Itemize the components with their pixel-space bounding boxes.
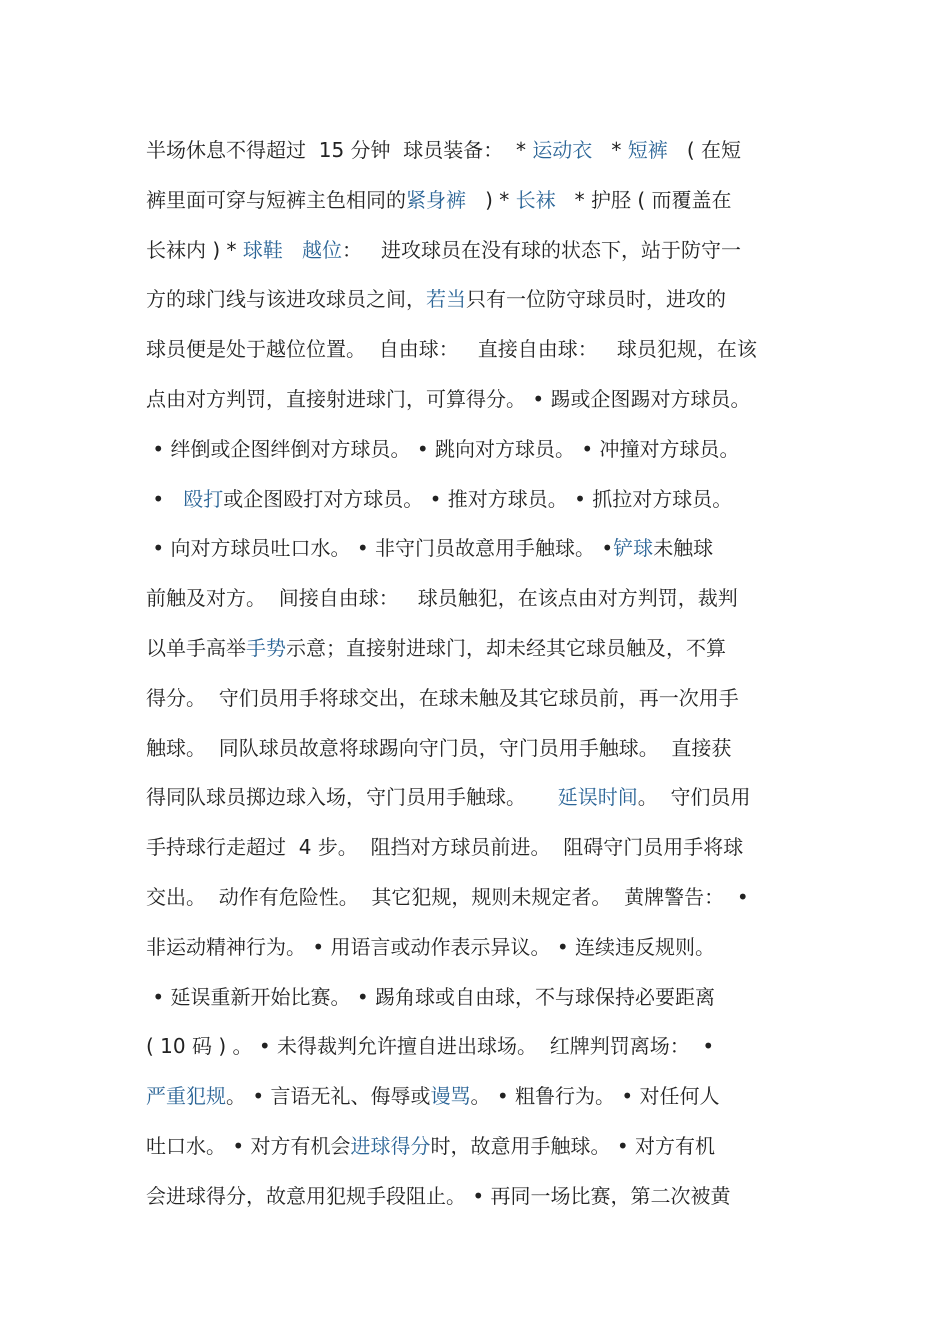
text-line bbox=[146, 184, 826, 216]
keyword-link[interactable]: 越位 bbox=[301, 238, 342, 262]
text-line bbox=[146, 981, 826, 1013]
text-line bbox=[146, 931, 826, 963]
text-run: ： 进攻球员在没有球的状态下，站于防守一 bbox=[341, 238, 742, 262]
text-run: • 延误重新开始比赛。 • 踢角球或自由球，不与球保持必要距离 bbox=[146, 985, 716, 1009]
keyword-link[interactable]: 若当 bbox=[426, 287, 466, 311]
keyword-link[interactable]: 严重犯规 bbox=[146, 1084, 226, 1108]
keyword-link[interactable]: 长袜 bbox=[515, 188, 556, 212]
text-run: ( 10 码 ) 。 • 未得裁判允许擅自进出球场。 红牌判罚离场： • bbox=[146, 1034, 715, 1058]
text-run: • 向对方球员吐口水。 • 非守门员故意用手触球。 • bbox=[146, 536, 614, 560]
text-line bbox=[146, 433, 826, 465]
text-line bbox=[146, 632, 826, 664]
text-run: 裤里面可穿与短裤主色相同的 bbox=[146, 188, 406, 212]
text-run: 。 • 粗鲁行为。 • 对任何人 bbox=[470, 1084, 720, 1108]
text-run: * 护胫 ( 而覆盖在 bbox=[555, 188, 732, 212]
text-run: 非运动精神行为。 • 用语言或动作表示异议。 • 连续违反规则。 bbox=[146, 935, 716, 959]
text-run: 会进球得分，故意用犯规手段阻止。 • 再同一场比赛，第二次被黄 bbox=[146, 1184, 731, 1208]
text-run: 未触球 bbox=[653, 536, 714, 560]
text-run: 方的球门线与该进攻球员之间， bbox=[146, 287, 426, 311]
text-line bbox=[146, 383, 826, 415]
text-run: 。 守们员用 bbox=[637, 785, 751, 809]
text-line bbox=[146, 483, 826, 515]
keyword-link[interactable]: 紧身裤 bbox=[406, 188, 466, 212]
text-run: 或企图殴打对方球员。 • 推对方球员。 • 抓拉对方球员。 bbox=[223, 487, 733, 511]
text-run: 点由对方判罚，直接射进球门，可算得分。 • 踢或企图踢对方球员。 bbox=[146, 387, 751, 411]
text-line bbox=[146, 1180, 826, 1212]
text-run: 长袜内 ) * bbox=[146, 238, 243, 262]
text-run: 半场休息不得超过 15 分钟 球员装备： * bbox=[146, 138, 533, 162]
text-line bbox=[146, 781, 826, 813]
text-line bbox=[146, 532, 826, 564]
text-run: 示意；直接射进球门，却未经其它球员触及，不算 bbox=[286, 636, 726, 660]
text-run: 时，故意用手触球。 • 对方有机 bbox=[430, 1134, 716, 1158]
text-run: 前触及对方。 间接自由球： 球员触犯，在该点由对方判罚，裁判 bbox=[146, 586, 738, 610]
text-line bbox=[146, 234, 826, 266]
text-line bbox=[146, 582, 826, 614]
text-run: * bbox=[592, 138, 628, 162]
text-line bbox=[146, 283, 826, 315]
text-run: 触球。 同队球员故意将球踢向守门员，守门员用手触球。 直接获 bbox=[146, 736, 732, 760]
text-run: 以单手高举 bbox=[146, 636, 246, 660]
keyword-link[interactable]: 手势 bbox=[246, 636, 286, 660]
text-line bbox=[146, 1030, 826, 1062]
text-run: 吐口水。 • 对方有机会 bbox=[146, 1134, 351, 1158]
keyword-link[interactable]: 运动衣 bbox=[532, 138, 593, 162]
text-run: ) * bbox=[466, 188, 516, 212]
text-run: • 绊倒或企图绊倒对方球员。 • 跳向对方球员。 • 冲撞对方球员。 bbox=[146, 437, 740, 461]
text-run: • bbox=[146, 487, 184, 511]
text-run: ( 在短 bbox=[667, 138, 741, 162]
text-line bbox=[146, 831, 826, 863]
text-run: 。 • 言语无礼、侮辱或 bbox=[226, 1084, 431, 1108]
text-line bbox=[146, 333, 826, 365]
text-run: 得同队球员掷边球入场，守门员用手触球。 bbox=[146, 785, 558, 809]
text-run bbox=[283, 238, 302, 262]
text-line bbox=[146, 1080, 826, 1112]
text-run: 得分。 守们员用手将球交出，在球未触及其它球员前，再一次用手 bbox=[146, 686, 739, 710]
text-run: 交出。 动作有危险性。 其它犯规，规则未规定者。 黄牌警告： • bbox=[146, 885, 749, 909]
text-run: 只有一位防守球员时，进攻的 bbox=[466, 287, 726, 311]
text-line bbox=[146, 881, 826, 913]
keyword-link[interactable]: 延误时间 bbox=[557, 785, 638, 809]
text-run: 球员便是处于越位位置。 自由球： 直接自由球： 球员犯规，在该 bbox=[146, 337, 757, 361]
text-line bbox=[146, 682, 826, 714]
text-line bbox=[146, 732, 826, 764]
keyword-link[interactable]: 谩骂 bbox=[430, 1084, 471, 1108]
keyword-link[interactable]: 短裤 bbox=[627, 138, 668, 162]
keyword-link[interactable]: 铲球 bbox=[613, 536, 654, 560]
text-run: 手持球行走超过 4 步。 阻挡对方球员前进。 阻碍守门员用手将球 bbox=[146, 835, 744, 859]
keyword-link[interactable]: 殴打 bbox=[183, 487, 224, 511]
keyword-link[interactable]: 进球得分 bbox=[350, 1134, 431, 1158]
text-line bbox=[146, 134, 826, 166]
text-line bbox=[146, 1130, 826, 1162]
keyword-link[interactable]: 球鞋 bbox=[242, 238, 283, 262]
